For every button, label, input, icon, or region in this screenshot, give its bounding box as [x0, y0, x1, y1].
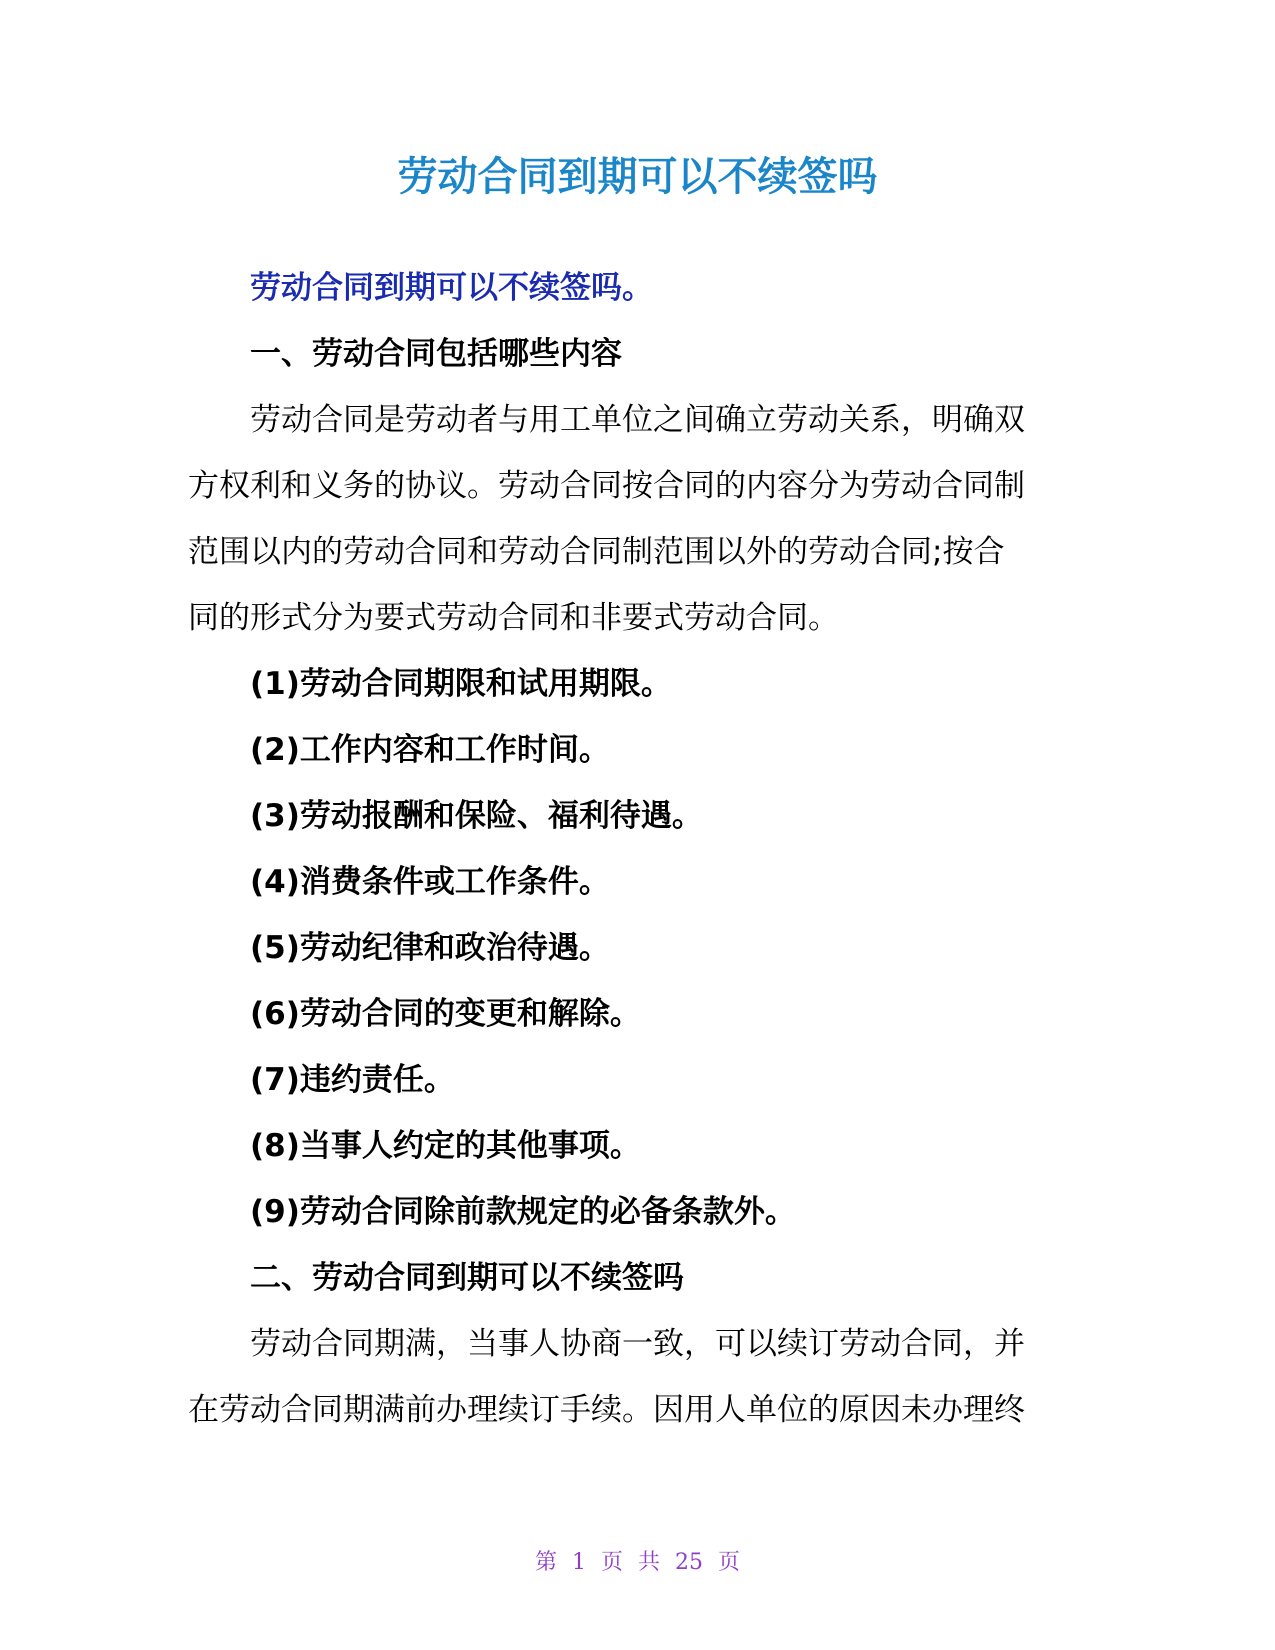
paragraph-2-line: 在劳动合同期满前办理续订手续。因用人单位的原因未办理终: [188, 1392, 1025, 1428]
page-number-footer: 第 1 页 共 25 页: [535, 1550, 740, 1575]
paragraph-1-line: 方权利和义务的协议。劳动合同按合同的内容分为劳动合同制: [188, 468, 1025, 504]
list-item: (7)违约责任。: [250, 1062, 455, 1098]
list-item: (9)劳动合同除前款规定的必备条款外。: [250, 1194, 796, 1230]
document-body: [188, 255, 1098, 1443]
list-item: (4)消费条件或工作条件。: [250, 864, 610, 900]
paragraph-1-line: 范围以内的劳动合同和劳动合同制范围以外的劳动合同;按合: [188, 534, 1005, 570]
list-item: (8)当事人约定的其他事项。: [250, 1128, 641, 1164]
document-title: 劳动合同到期可以不续签吗: [397, 154, 878, 200]
list-item: (5)劳动纪律和政治待遇。: [250, 930, 610, 966]
paragraph-1-line: 同的形式分为要式劳动合同和非要式劳动合同。: [188, 600, 839, 636]
section-heading-2: 二、劳动合同到期可以不续签吗: [250, 1260, 684, 1296]
list-item: (2)工作内容和工作时间。: [250, 732, 610, 768]
paragraph-2-line: 劳动合同期满，当事人协商一致，可以续订劳动合同，并: [250, 1326, 1025, 1362]
section-heading-1: 一、劳动合同包括哪些内容: [250, 336, 622, 372]
document-subtitle: 劳动合同到期可以不续签吗。: [250, 270, 653, 306]
list-item: (6)劳动合同的变更和解除。: [250, 996, 641, 1032]
paragraph-1-line: 劳动合同是劳动者与用工单位之间确立劳动关系，明确双: [250, 402, 1025, 438]
list-item: (1)劳动合同期限和试用期限。: [250, 666, 672, 702]
list-item: (3)劳动报酬和保险、福利待遇。: [250, 798, 703, 834]
